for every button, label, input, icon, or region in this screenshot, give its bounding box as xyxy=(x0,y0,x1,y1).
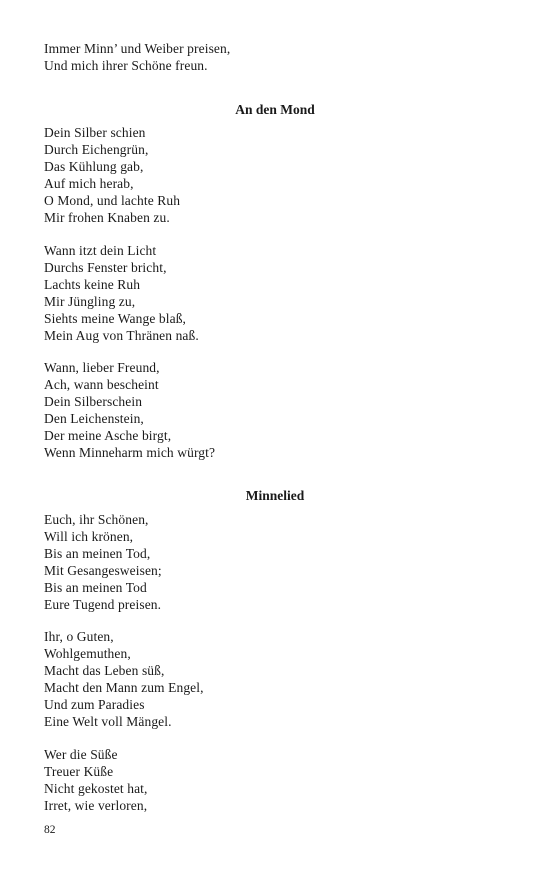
verse-line: Der meine Asche birgt, xyxy=(44,427,172,443)
verse-line: Treuer Küße xyxy=(44,763,114,779)
verse-line: Ihr, o Guten, xyxy=(44,629,114,644)
stanza xyxy=(44,41,230,75)
verse-line: Und mich ihrer Schöne freun. xyxy=(44,57,208,73)
verse-line: Eure Tugend preisen. xyxy=(44,596,162,612)
verse-line: Mein Aug von Thränen naß. xyxy=(44,327,199,343)
verse-line: Dein Silberschein xyxy=(44,393,143,409)
verse-line: Mir frohen Knaben zu. xyxy=(44,209,170,225)
verse-line: Wann, lieber Freund, xyxy=(44,360,160,375)
verse-line: Will ich krönen, xyxy=(44,528,134,544)
verse-line: Macht den Mann zum Engel, xyxy=(44,679,204,695)
verse-line: Durchs Fenster bricht, xyxy=(44,259,167,275)
verse-line: Und zum Paradies xyxy=(44,696,145,712)
verse-line: O Mond, und lachte Ruh xyxy=(44,192,181,208)
verse-line: Mit Gesangesweisen; xyxy=(44,562,162,578)
verse-line: Das Kühlung gab, xyxy=(44,158,144,174)
verse-line: Auf mich herab, xyxy=(44,175,134,191)
verse-line: Euch, ihr Schönen, xyxy=(44,512,149,527)
verse-line: Wann itzt dein Licht xyxy=(44,243,157,258)
stanza xyxy=(44,629,204,730)
verse-line: Eine Welt voll Mängel. xyxy=(44,713,172,729)
stanza xyxy=(44,125,180,226)
poem-title: An den Mond xyxy=(235,102,315,117)
verse-line: Mir Jüngling zu, xyxy=(44,293,136,309)
page-number: 82 xyxy=(44,824,56,836)
verse-line: Wenn Minneharm mich würgt? xyxy=(44,444,216,460)
verse-line: Dein Silber schien xyxy=(44,125,146,140)
stanza xyxy=(44,512,162,613)
verse-line: Immer Minn’ und Weiber preisen, xyxy=(44,41,231,56)
verse-line: Den Leichenstein, xyxy=(44,410,144,426)
verse-line: Wohlgemuthen, xyxy=(44,645,131,661)
verse-line: Bis an meinen Tod, xyxy=(44,545,151,561)
verse-line: Macht das Leben süß, xyxy=(44,662,165,678)
verse-line: Ach, wann bescheint xyxy=(44,376,159,392)
stanza xyxy=(44,747,148,815)
verse-line: Bis an meinen Tod xyxy=(44,579,147,595)
verse-line: Lachts keine Ruh xyxy=(44,276,141,292)
poem-title: Minnelied xyxy=(245,488,305,503)
verse-line: Siehts meine Wange blaß, xyxy=(44,310,187,326)
verse-line: Durch Eichengrün, xyxy=(44,141,149,157)
verse-line: Irret, wie verloren, xyxy=(44,797,148,813)
stanza xyxy=(44,243,199,344)
stanza xyxy=(44,360,215,461)
verse-line: Nicht gekostet hat, xyxy=(44,780,148,796)
verse-line: Wer die Süße xyxy=(44,747,118,762)
